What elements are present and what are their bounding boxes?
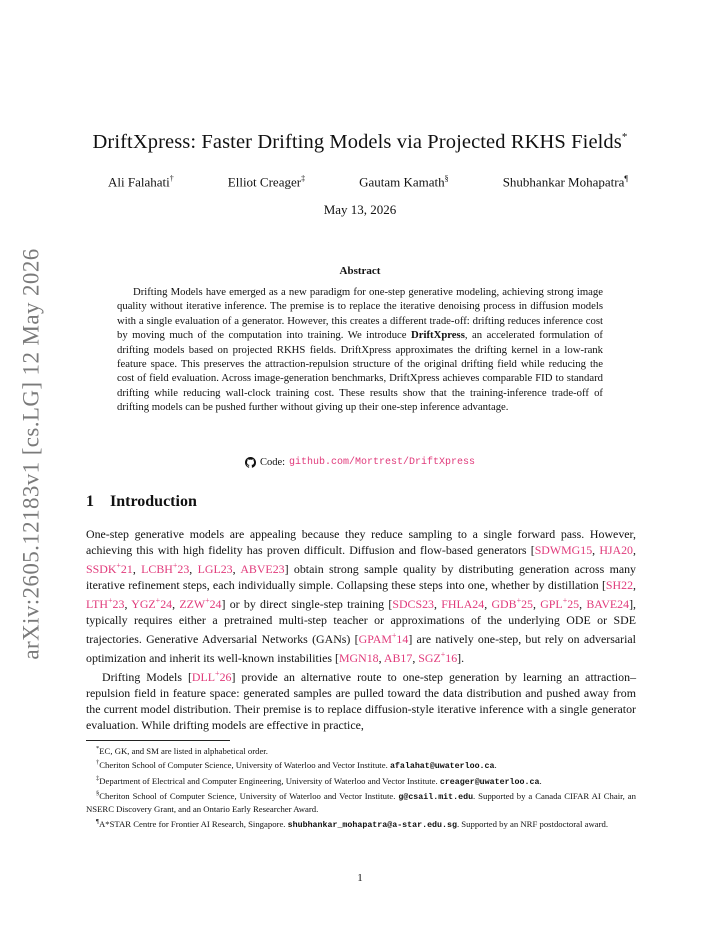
body-text — [86, 526, 636, 733]
section-heading — [86, 493, 197, 511]
author: Shubhankar Mohapatra¶ — [502, 174, 628, 190]
email-link[interactable]: g@csail.mit.edu — [398, 793, 474, 803]
author: Elliot Creager‡ — [227, 174, 306, 190]
citation-link[interactable]: HJA20 — [599, 543, 634, 557]
author-footnote-mark[interactable]: § — [444, 174, 449, 183]
code-link-line — [0, 457, 720, 468]
publication-date: May 13, 2026 — [323, 202, 397, 217]
footnotes — [86, 743, 636, 831]
arxiv-stamp — [14, 248, 50, 660]
author: Gautam Kamath§ — [359, 174, 449, 190]
section-title: Introduction — [110, 493, 197, 510]
citation-link[interactable]: SSDK+21 — [86, 561, 133, 576]
citation-link[interactable]: ABVE23 — [240, 561, 285, 576]
section-number: 1 — [86, 493, 94, 510]
citation-link[interactable]: GDB+25 — [491, 595, 533, 611]
author-footnote-mark[interactable]: ‡ — [301, 174, 306, 183]
author-footnote-mark[interactable]: † — [169, 174, 174, 183]
paragraph: Drifting Models [DLL+26] provide an alternative route to one-step generation by learning an attraction–repulsion field in feature space: generated samples are pulled toward the data distribution and pushed away from the current model distribution. Their premise is to replace diffusion-style iterative inference with a single generator evaluation. While drifting models are effective in practice, — [86, 668, 637, 732]
citation-link[interactable]: LCBH+23 — [141, 561, 190, 576]
footnote: ¶A*STAR Centre for Frontier AI Research, Singapore. shubhankar_mohapatra@a-star.edu.sg. Supported by an NRF postdoctoral award. — [96, 817, 608, 830]
paper-title — [0, 131, 720, 154]
title-footnote-mark[interactable]: * — [621, 131, 628, 144]
citation-link[interactable]: YGZ+24 — [131, 595, 173, 611]
citation-link[interactable]: FHLA24 — [441, 596, 485, 611]
paragraph: One-step generative models are appealing because they reduce sampling to a single forward pass. However, achieving this with high fidelity has proven difficult. Diffusion and flow-based generators [SDWMG15, HJA20, SSDK+21, LCBH+23, LGL23, ABVE23] obtain strong sample quality by distributing generation across many iterative refinement steps, each individually simple. Collapsing these steps into one, whether by distillation [SH22, LTH+23, YGZ+24, ZZW+24] or by direct single-step training [SDCS23, FHLA24, GDB+25, GPL+25, BAVE24], typically requires either a pretrained multi-step teacher or approximations of the underlying ODE or SDE trajectories. Generative Adversarial Networks (GANs) [GPAM+14] are natively one-step, but rely on adversarial optimization and inherit its well-known instabilities [MGN18, AB17, SGZ+16]. — [86, 527, 637, 665]
code-label: Code: — [259, 457, 286, 468]
footnote: ‡Department of Electrical and Computer Engineering, University of Waterloo and Vector Institute. creager@uwaterloo.ca. — [96, 774, 542, 787]
abstract-heading: Abstract — [339, 265, 381, 277]
citation-link[interactable]: LTH+23 — [86, 595, 125, 611]
citation-link[interactable]: SGZ+16 — [418, 649, 458, 665]
github-icon — [245, 457, 256, 468]
citation-link[interactable]: GPL+25 — [540, 595, 580, 611]
author-footnote-mark[interactable]: ¶ — [624, 174, 628, 183]
footnote-rule — [86, 740, 230, 741]
author: Ali Falahati† — [108, 174, 174, 190]
footnote: †Cheriton School of Computer Science, University of Waterloo and Vector Institute. afalahat@uwaterloo.ca. — [96, 759, 497, 772]
citation-link[interactable]: LGL23 — [197, 561, 233, 576]
email-link[interactable]: afalahat@uwaterloo.ca — [389, 762, 495, 772]
citation-link[interactable]: SDWMG15 — [534, 543, 593, 557]
page-number: 1 — [357, 872, 363, 884]
arxiv-id-text: arXiv:2605.12183v1 [cs.LG] 12 May 2026 — [19, 248, 45, 660]
citation-link[interactable]: BAVE24 — [586, 596, 630, 611]
citation-link[interactable]: ZZW+24 — [179, 595, 222, 611]
citation-link[interactable]: DLL+26 — [191, 668, 232, 684]
citation-link[interactable]: AB17 — [383, 650, 413, 665]
title-text: DriftXpress: Faster Drifting Models via Projected RKHS Fields — [92, 131, 622, 153]
abstract-body: Drifting Models have emerged as a new paradigm for one-step generative modeling, achieving strong image quality without iterative inference. The premise is to replace the iterative denoising process in diffusion models with a single evaluation of a generator. However, this creates a different trade-off: drifting reduces inference cost by moving much of the computation into training. We introduce DriftXpress, an accelerated formulation of drifting models based on projected RKHS fields. DriftXpress approximates the drifting kernel in a low-rank feature space. This preserves the attraction-repulsion structure of the original drifting field while reducing the cost of field evaluation. Across image-generation benchmarks, DriftXpress achieves comparable FID to standard drifting while reducing wall-clock training cost. These results show that the training-inference trade-off of drifting models can be pushed further without giving up their one-step inference advantage. — [117, 286, 603, 414]
author-list — [108, 174, 628, 190]
citation-link[interactable]: GPAM+14 — [358, 630, 409, 646]
email-link[interactable]: shubhankar_mohapatra@a-star.edu.sg — [287, 820, 457, 830]
citation-link[interactable]: SDCS23 — [392, 596, 434, 611]
footnote: §Cheriton School of Computer Science, University of Waterloo and Vector Institute. g@csail.mit.edu. Supported by a Canada CIFAR AI Chair, an NSERC Discovery Grant, and an Ontario Early Researcher Award. — [86, 790, 636, 814]
github-link[interactable]: github.com/Mortrest/DriftXpress — [289, 457, 476, 468]
method-name: DriftXpress — [411, 329, 465, 342]
email-link[interactable]: creager@uwaterloo.ca — [439, 777, 540, 787]
footnote: *EC, GK, and SM are listed in alphabetical order. — [96, 745, 268, 756]
citation-link[interactable]: SH22 — [605, 577, 634, 592]
citation-link[interactable]: MGN18 — [338, 650, 379, 665]
